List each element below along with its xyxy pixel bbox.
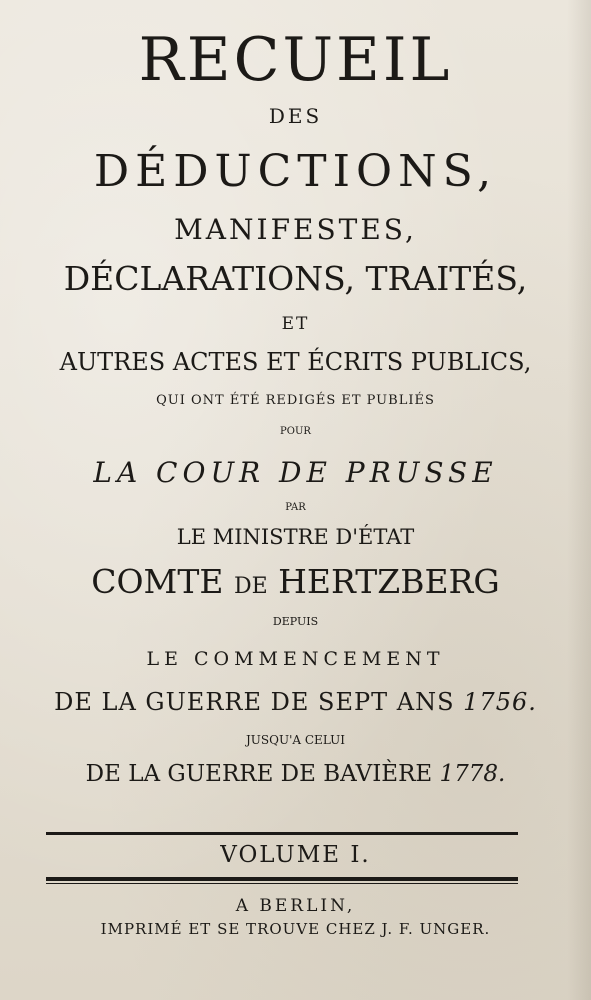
title-deductions: DÉDUCTIONS, [93,146,498,197]
guerre-sept-text: DE LA GUERRE DE SEPT ANS [54,688,464,716]
subtitle-pour: POUR [280,426,311,437]
title-declarations-traites: DÉCLARATIONS, TRAITÉS, [63,259,528,298]
title-et: ET [281,314,310,334]
subtitle-commencement: LE COMMENCEMENT [146,648,445,670]
rule-below-volume-thin [46,883,518,884]
guerre-baviere-text: DE LA GUERRE DE BAVIÈRE [85,761,440,787]
title-autres-actes: AUTRES ACTES ET ÉCRITS PUBLICS, [59,348,532,376]
author-hertzberg: HERTZBERG [278,562,500,601]
author-title: LE MINISTRE D'ÉTAT [176,525,415,549]
imprint-place: A BERLIN, [235,896,356,916]
imprint-printer: IMPRIMÉ ET SE TROUVE CHEZ J. F. UNGER. [100,920,491,938]
title-recueil: RECUEIL [138,25,453,95]
subtitle-guerre-sept-ans [0,690,591,714]
author-comte: COMTE [91,562,224,601]
subtitle-depuis: DEPUIS [272,615,319,628]
title-des: DES [268,104,323,128]
author-de: DE [233,574,268,599]
subtitle-qui-ont-ete: QUI ONT ÉTÉ REDIGÉS ET PUBLIÉS [156,393,435,408]
volume-number: VOLUME I. [220,842,371,868]
subtitle-cour-de-prusse: LA COUR DE PRUSSE [93,456,498,489]
subtitle-jusqua-celui: JUSQU'A CELUI [246,733,345,747]
rule-above-volume [46,832,518,835]
subtitle-par: PAR [285,502,306,513]
year-1756: 1756. [463,688,537,716]
title-manifestes: MANIFESTES, [174,213,417,246]
rule-below-volume-thick [46,877,518,881]
year-1778: 1778. [439,761,506,787]
author-name [0,562,591,601]
subtitle-guerre-baviere [0,763,591,786]
